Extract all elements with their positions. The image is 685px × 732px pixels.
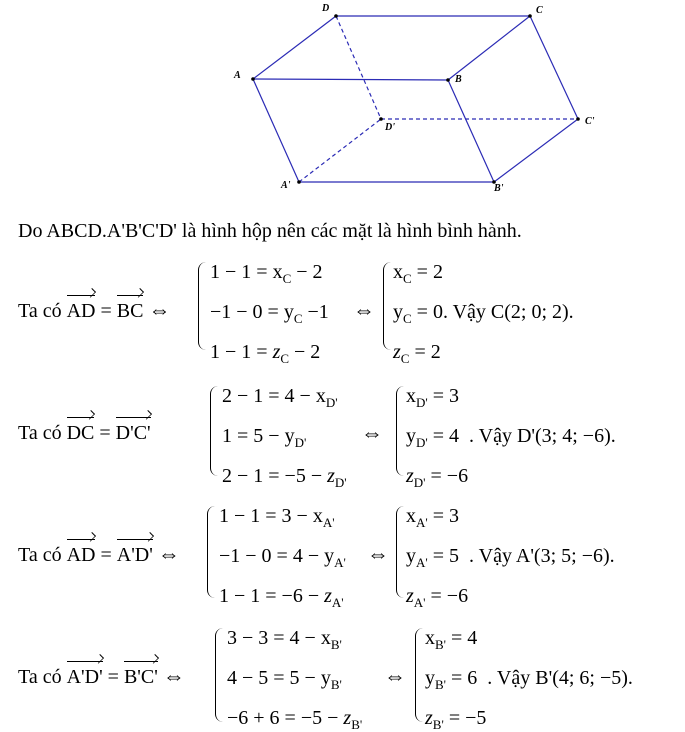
block-1-prefix: Ta có AD = BC ⇔: [18, 297, 171, 322]
label-c-prime: C': [585, 116, 595, 127]
solution-y: $y_C = 0$. Vậy C(2; 0; 2).: [393, 301, 574, 326]
equivalence-arrow: ⇔: [148, 297, 171, 322]
equation-3: $1 - 1 = z_C - 2$: [210, 341, 321, 366]
solution-3: [406, 504, 615, 610]
edge-b-c: [448, 16, 530, 80]
vector-dc: DC: [66, 422, 95, 444]
equation-3: $2 - 1 = -5 - z_{D'}$: [222, 465, 347, 490]
equation-2: $4 - 5 = 5 - y_{B'}$: [227, 667, 342, 692]
equation-2: $1 = 5 - y_{D'}$: [222, 425, 307, 450]
vector-a1d1: A'D': [116, 544, 153, 566]
solution-z: $z_C = 2$: [393, 341, 441, 366]
block-2-prefix: Ta có DC = D'C': [18, 422, 151, 444]
equivalence-arrow: ⇔: [367, 541, 389, 566]
equation-2: $-1 - 0 = 4 - y_{A'}$: [219, 545, 346, 570]
edge-c-c1: [530, 16, 578, 119]
label-d: D: [322, 3, 330, 14]
solution-y: $y_{D'} = 4$ . Vậy D'(3; 4; −6).: [406, 425, 616, 450]
block-3-prefix: Ta có AD = A'D' ⇔: [18, 541, 180, 566]
brace-left: [215, 628, 226, 722]
vector-b1c1: B'C': [123, 666, 158, 688]
solution-z: $z_{D'} = -6$: [406, 465, 469, 490]
equivalence-arrow: ⇔: [162, 663, 185, 688]
equivalence-arrow: ⇔: [361, 420, 383, 445]
vector-d1c1: D'C': [115, 422, 151, 444]
vector-a1d1: A'D': [66, 666, 103, 688]
equation-2: $-1 - 0 = y_C -1$: [210, 301, 329, 326]
label-b: B: [455, 74, 462, 85]
label-d-prime: D': [385, 122, 395, 133]
hidden-edge-a1-d1: [299, 119, 381, 182]
solution-y: $y_{A'} = 5$ . Vậy A'(3; 5; −6).: [406, 545, 615, 570]
vector-ad: AD: [66, 300, 96, 322]
solution-x: $x_C = 2$: [393, 261, 443, 286]
solution-x: $x_{A'} = 3$: [406, 505, 460, 530]
equation-1: $2 - 1 = 4 - x_{D'}$: [222, 385, 338, 410]
conclusion-text: . Vậy A'(3; 5; −6).: [469, 545, 615, 567]
equation-1: $3 - 3 = 4 - x_{B'}$: [227, 627, 342, 652]
brace-left: [207, 506, 218, 598]
brace-left: [210, 386, 221, 476]
label-b-prime: B': [494, 183, 504, 194]
label-a-prime: A': [281, 180, 291, 191]
equivalence-arrow: ⇔: [353, 297, 375, 322]
brace-left: [198, 262, 209, 350]
solution-1: [393, 260, 574, 366]
edge-a-a1: [253, 79, 299, 182]
block-4-prefix: Ta có A'D' = B'C' ⇔: [18, 663, 185, 688]
conclusion-text: . Vậy B'(4; 6; −5).: [487, 667, 633, 689]
solution-2: [406, 384, 616, 490]
edge-b-b1: [448, 80, 494, 182]
intro-text: Do ABCD.A'B'C'D' là hình hộp nên các mặt là hình bình hành.: [18, 220, 522, 242]
equation-1: $1 - 1 = x_C - 2$: [210, 261, 323, 286]
edge-a-d: [253, 16, 336, 79]
system-2: [222, 384, 347, 490]
system-1: [210, 260, 329, 366]
solution-z: $z_{A'} = -6$: [406, 585, 469, 610]
ta-co-label: Ta có: [18, 666, 62, 688]
equation-1: $1 - 1 = 3 - x_{A'}$: [219, 505, 335, 530]
ta-co-label: Ta có: [18, 300, 62, 322]
system-3: [219, 504, 346, 610]
label-c: C: [536, 5, 543, 16]
equation-3: $-6 + 6 = -5 - z_{B'}$: [227, 707, 363, 732]
conclusion-text: . Vậy D'(3; 4; −6).: [469, 425, 616, 447]
solution-y: $y_{B'} = 6$ . Vậy B'(4; 6; −5).: [425, 667, 633, 692]
edge-a-b: [253, 79, 448, 80]
vector-bc: BC: [116, 300, 144, 322]
system-4: [227, 626, 362, 732]
solution-4: [425, 626, 633, 732]
conclusion-text: . Vậy C(2; 0; 2).: [442, 301, 574, 323]
ta-co-label: Ta có: [18, 422, 62, 444]
hidden-edge-d-d1: [336, 16, 381, 119]
equivalence-arrow: ⇔: [157, 541, 180, 566]
solution-x: $x_{D'} = 3$: [406, 385, 460, 410]
solution-z: $z_{B'} = -5$: [425, 707, 487, 732]
solution-x: $x_{B'} = 4$: [425, 627, 478, 652]
vector-ad: AD: [66, 544, 96, 566]
equation-3: $1 - 1 = -6 - z_{A'}$: [219, 585, 344, 610]
ta-co-label: Ta có: [18, 544, 62, 566]
label-a: A: [234, 70, 241, 81]
parallelepiped-figure: [0, 0, 685, 200]
equivalence-arrow: ⇔: [384, 663, 406, 688]
edge-b1-c1: [494, 119, 578, 182]
